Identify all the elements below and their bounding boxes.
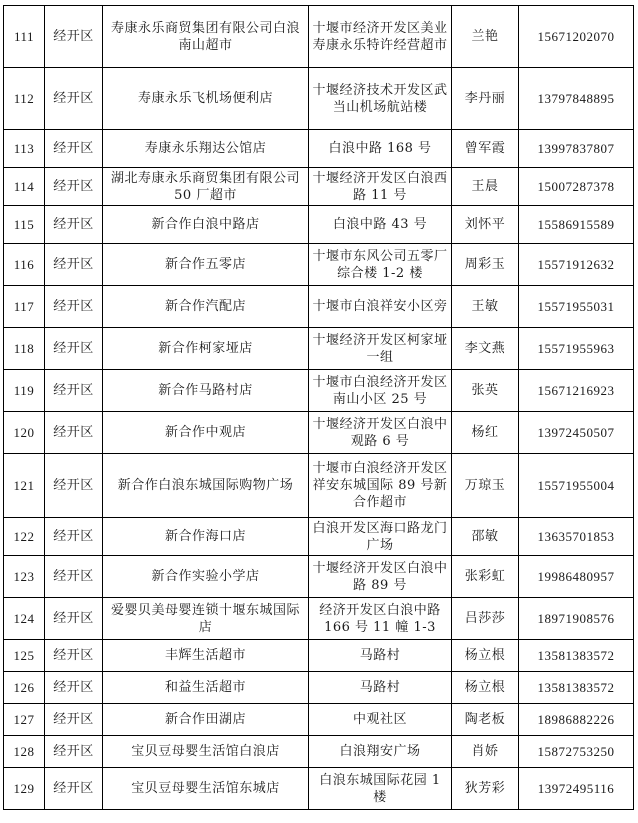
- cell-no: 113: [4, 130, 45, 168]
- cell-phone: 18971908576: [519, 598, 634, 640]
- cell-store-name: 新合作海口店: [103, 518, 309, 556]
- cell-no: 128: [4, 736, 45, 768]
- cell-no: 114: [4, 168, 45, 206]
- cell-area: 经开区: [45, 556, 103, 598]
- cell-phone: 15571955963: [519, 328, 634, 370]
- cell-store-name: 丰辉生活超市: [103, 640, 309, 672]
- cell-no: 115: [4, 206, 45, 244]
- cell-no: 122: [4, 518, 45, 556]
- cell-phone: 13972450507: [519, 412, 634, 454]
- cell-no: 121: [4, 454, 45, 518]
- cell-phone: 13797848895: [519, 68, 634, 130]
- cell-store-name: 新合作马路村店: [103, 370, 309, 412]
- cell-contact: 李丹丽: [452, 68, 519, 130]
- cell-contact: 杨立根: [452, 672, 519, 704]
- cell-no: 119: [4, 370, 45, 412]
- table-row: [4, 286, 634, 328]
- cell-address: 马路村: [309, 640, 452, 672]
- cell-contact: 曾军霞: [452, 130, 519, 168]
- cell-area: 经开区: [45, 640, 103, 672]
- cell-area: 经开区: [45, 518, 103, 556]
- cell-store-name: 宝贝豆母婴生活馆东城店: [103, 768, 309, 810]
- cell-store-name: 宝贝豆母婴生活馆白浪店: [103, 736, 309, 768]
- cell-store-name: 寿康永乐飞机场便利店: [103, 68, 309, 130]
- cell-store-name: 新合作五零店: [103, 244, 309, 286]
- cell-no: 127: [4, 704, 45, 736]
- cell-contact: 李文燕: [452, 328, 519, 370]
- cell-no: 129: [4, 768, 45, 810]
- cell-contact: 王晨: [452, 168, 519, 206]
- table-row: [4, 640, 634, 672]
- cell-no: 124: [4, 598, 45, 640]
- store-table-body: [4, 6, 634, 810]
- cell-address: 中观社区: [309, 704, 452, 736]
- cell-contact: 狄芳彩: [452, 768, 519, 810]
- cell-address: 白浪开发区海口路龙门广场: [309, 518, 452, 556]
- cell-phone: 13581383572: [519, 672, 634, 704]
- cell-phone: 15671216923: [519, 370, 634, 412]
- cell-contact: 杨立根: [452, 640, 519, 672]
- cell-no: 118: [4, 328, 45, 370]
- cell-area: 经开区: [45, 286, 103, 328]
- cell-address: 白浪东城国际花园 1 楼: [309, 768, 452, 810]
- table-row: [4, 704, 634, 736]
- cell-area: 经开区: [45, 736, 103, 768]
- cell-no: 117: [4, 286, 45, 328]
- cell-phone: 15007287378: [519, 168, 634, 206]
- cell-store-name: 寿康永乐翔达公馆店: [103, 130, 309, 168]
- cell-contact: 杨红: [452, 412, 519, 454]
- cell-store-name: 新合作白浪中路店: [103, 206, 309, 244]
- cell-no: 123: [4, 556, 45, 598]
- cell-contact: 刘怀平: [452, 206, 519, 244]
- cell-area: 经开区: [45, 768, 103, 810]
- cell-address: 十堰经济技术开发区武当山机场航站楼: [309, 68, 452, 130]
- cell-no: 125: [4, 640, 45, 672]
- cell-area: 经开区: [45, 454, 103, 518]
- table-row: [4, 412, 634, 454]
- cell-address: 十堰经济开发区白浪西路 11 号: [309, 168, 452, 206]
- cell-address: 十堰经济开发区白浪中路 89 号: [309, 556, 452, 598]
- cell-no: 126: [4, 672, 45, 704]
- cell-phone: 15671202070: [519, 6, 634, 68]
- table-row: [4, 244, 634, 286]
- cell-phone: 13635701853: [519, 518, 634, 556]
- cell-area: 经开区: [45, 328, 103, 370]
- cell-area: 经开区: [45, 130, 103, 168]
- cell-area: 经开区: [45, 206, 103, 244]
- cell-address: 十堰市白浪经济开发区祥安东城国际 89 号新合作超市: [309, 454, 452, 518]
- cell-phone: 19986480957: [519, 556, 634, 598]
- cell-phone: 13972495116: [519, 768, 634, 810]
- cell-phone: 15586915589: [519, 206, 634, 244]
- table-row: [4, 168, 634, 206]
- cell-store-name: 爱婴贝美母婴连锁十堰东城国际店: [103, 598, 309, 640]
- cell-store-name: 新合作中观店: [103, 412, 309, 454]
- cell-no: 120: [4, 412, 45, 454]
- cell-store-name: 新合作实验小学店: [103, 556, 309, 598]
- table-row: [4, 454, 634, 518]
- cell-phone: 18986882226: [519, 704, 634, 736]
- cell-contact: 万琼玉: [452, 454, 519, 518]
- store-list-table: [3, 5, 634, 810]
- cell-contact: 邵敏: [452, 518, 519, 556]
- cell-contact: 张英: [452, 370, 519, 412]
- cell-area: 经开区: [45, 6, 103, 68]
- cell-address: 十堰市经济开发区美业寿康永乐特许经营超市: [309, 6, 452, 68]
- cell-address: 十堰经济开发区柯家垭一组: [309, 328, 452, 370]
- cell-address: 十堰市白浪经济开发区南山小区 25 号: [309, 370, 452, 412]
- cell-store-name: 寿康永乐商贸集团有限公司白浪南山超市: [103, 6, 309, 68]
- cell-store-name: 新合作白浪东城国际购物广场: [103, 454, 309, 518]
- cell-contact: 周彩玉: [452, 244, 519, 286]
- cell-address: 白浪中路 168 号: [309, 130, 452, 168]
- cell-store-name: 新合作田湖店: [103, 704, 309, 736]
- table-row: [4, 672, 634, 704]
- cell-no: 112: [4, 68, 45, 130]
- cell-address: 十堰市东风公司五零厂综合楼 1-2 楼: [309, 244, 452, 286]
- table-row: [4, 6, 634, 68]
- cell-store-name: 新合作汽配店: [103, 286, 309, 328]
- cell-address: 马路村: [309, 672, 452, 704]
- cell-address: 白浪中路 43 号: [309, 206, 452, 244]
- cell-contact: 吕莎莎: [452, 598, 519, 640]
- cell-area: 经开区: [45, 68, 103, 130]
- cell-phone: 15872753250: [519, 736, 634, 768]
- table-row: [4, 518, 634, 556]
- cell-address: 经济开发区白浪中路 166 号 11 幢 1-3: [309, 598, 452, 640]
- table-row: [4, 370, 634, 412]
- cell-phone: 15571955031: [519, 286, 634, 328]
- table-row: [4, 556, 634, 598]
- table-row: [4, 130, 634, 168]
- cell-phone: 13581383572: [519, 640, 634, 672]
- cell-phone: 15571912632: [519, 244, 634, 286]
- cell-store-name: 和益生活超市: [103, 672, 309, 704]
- cell-area: 经开区: [45, 672, 103, 704]
- cell-area: 经开区: [45, 412, 103, 454]
- cell-area: 经开区: [45, 168, 103, 206]
- cell-area: 经开区: [45, 704, 103, 736]
- table-row: [4, 206, 634, 244]
- cell-phone: 15571955004: [519, 454, 634, 518]
- cell-contact: 王敏: [452, 286, 519, 328]
- cell-contact: 兰艳: [452, 6, 519, 68]
- cell-phone: 13997837807: [519, 130, 634, 168]
- table-row: [4, 68, 634, 130]
- cell-store-name: 新合作柯家垭店: [103, 328, 309, 370]
- cell-address: 十堰市白浪祥安小区旁: [309, 286, 452, 328]
- cell-area: 经开区: [45, 598, 103, 640]
- cell-address: 白浪翔安广场: [309, 736, 452, 768]
- table-row: [4, 736, 634, 768]
- cell-no: 111: [4, 6, 45, 68]
- cell-contact: 陶老板: [452, 704, 519, 736]
- table-row: [4, 768, 634, 810]
- cell-area: 经开区: [45, 370, 103, 412]
- cell-contact: 肖娇: [452, 736, 519, 768]
- cell-address: 十堰经济开发区白浪中观路 6 号: [309, 412, 452, 454]
- table-row: [4, 328, 634, 370]
- cell-store-name: 湖北寿康永乐商贸集团有限公司 50 厂超市: [103, 168, 309, 206]
- cell-area: 经开区: [45, 244, 103, 286]
- table-row: [4, 598, 634, 640]
- cell-contact: 张彩虹: [452, 556, 519, 598]
- cell-no: 116: [4, 244, 45, 286]
